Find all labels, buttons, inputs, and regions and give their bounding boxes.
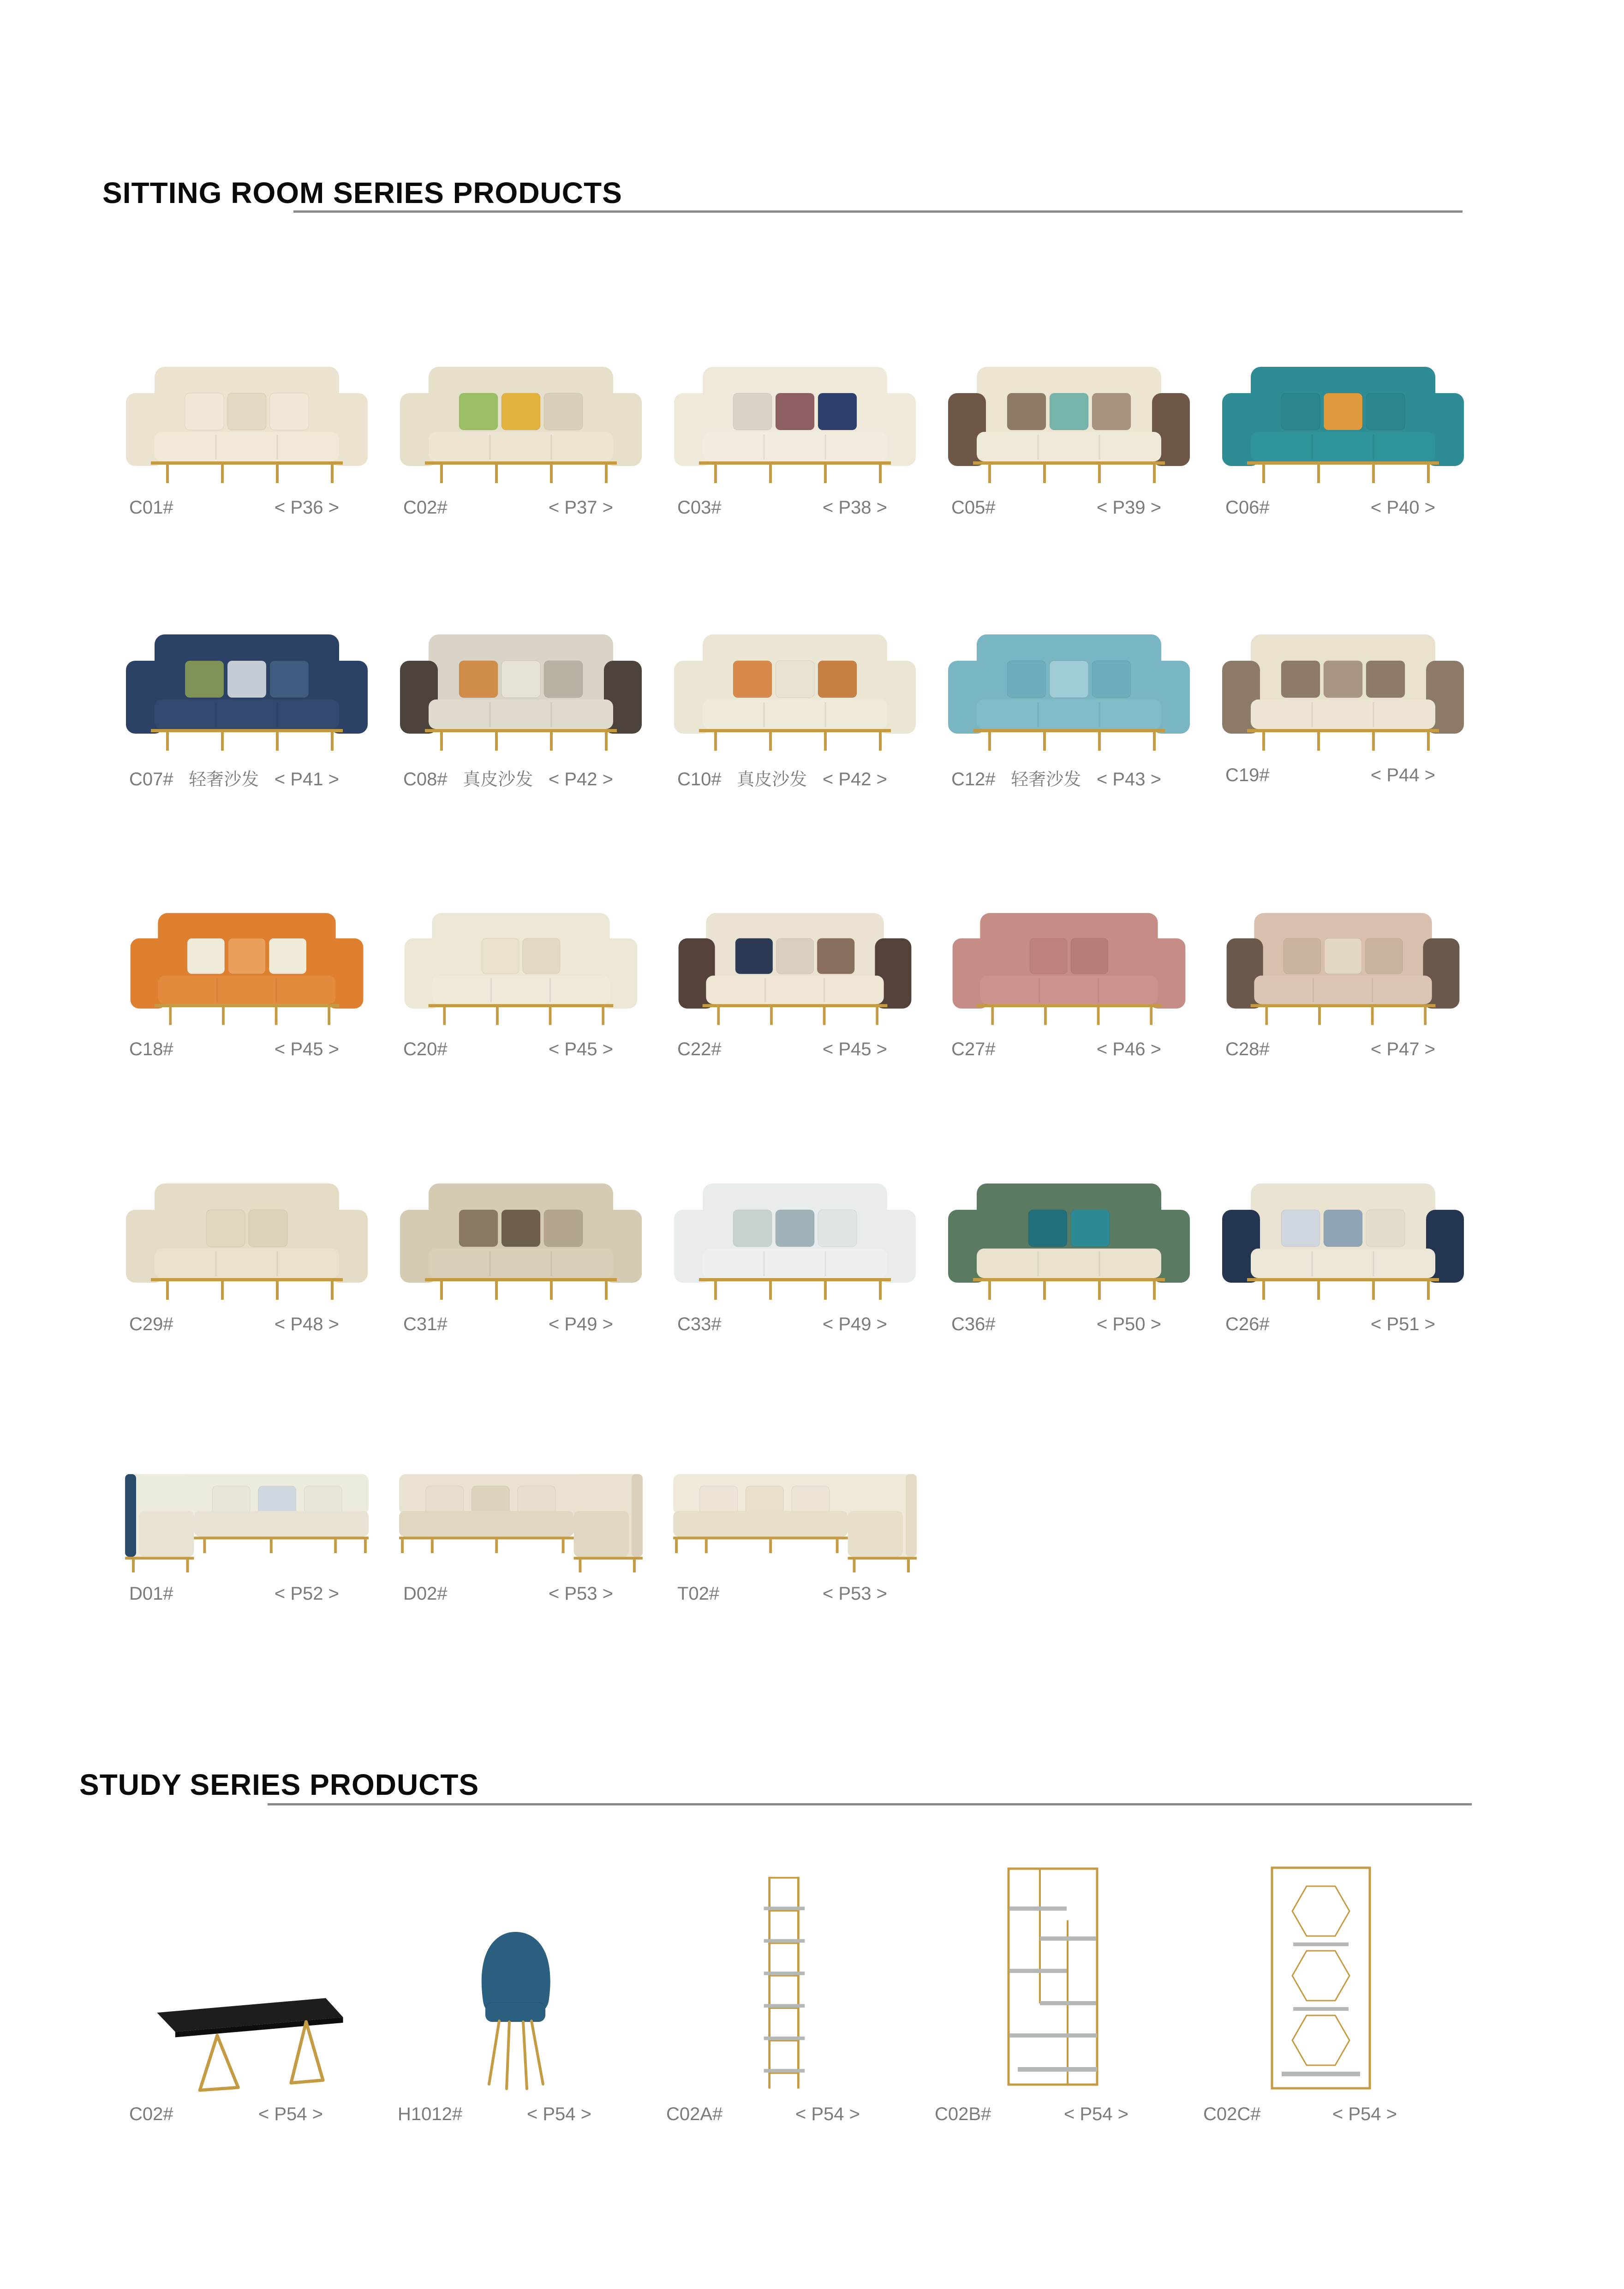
product-card — [1214, 897, 1472, 1071]
product-label — [398, 2104, 591, 2125]
page-ref: < P40 > — [1370, 497, 1435, 518]
sofa-illustration — [122, 348, 371, 489]
sofa-illustration — [396, 616, 645, 757]
page-ref: < P42 > — [548, 769, 613, 789]
product-code: D02# — [403, 1584, 448, 1604]
product-code: C29# — [129, 1314, 173, 1334]
sofa-illustration — [396, 1160, 645, 1306]
product-card — [940, 348, 1198, 530]
sofa-illustration — [944, 1160, 1194, 1306]
chair-illustration — [467, 1922, 564, 2096]
product-code: C02# — [129, 2104, 173, 2124]
product-image — [1214, 897, 1472, 1031]
product-image — [666, 897, 924, 1031]
product-code: C03# — [677, 497, 722, 518]
product-code: C02C# — [1203, 2104, 1261, 2124]
product-image — [940, 616, 1198, 757]
sofa-illustration — [670, 616, 919, 757]
product-image — [392, 616, 650, 757]
sofa-illustration — [944, 616, 1194, 757]
product-name-cn: 真皮沙发 — [737, 770, 807, 789]
product-label — [951, 1314, 1161, 1335]
product-image — [386, 1922, 645, 2096]
product-label — [677, 1039, 887, 1060]
sofa-illustration — [1218, 616, 1468, 757]
product-image — [940, 348, 1198, 489]
product-label — [129, 1039, 339, 1060]
bookshelf-illustration — [749, 1873, 818, 2096]
page-ref: < P46 > — [1096, 1039, 1161, 1059]
product-code: C19# — [1225, 765, 1270, 785]
product-code: C18# — [129, 1039, 173, 1059]
page-ref: < P54 > — [258, 2104, 323, 2124]
product-image — [666, 616, 924, 757]
product-label — [403, 1314, 613, 1335]
product-label — [403, 1039, 613, 1060]
page-ref: < P54 > — [1332, 2104, 1397, 2124]
product-card — [940, 897, 1198, 1071]
product-code: C01# — [129, 497, 173, 518]
product-card — [118, 348, 376, 530]
product-image — [655, 1873, 913, 2096]
sofa-illustration — [122, 1160, 371, 1306]
table-illustration — [148, 1977, 346, 2096]
product-label — [129, 1584, 339, 1604]
product-image — [666, 1160, 924, 1306]
page-ref: < P52 > — [274, 1584, 339, 1604]
sofa-illustration — [670, 897, 919, 1031]
divider-line — [268, 1803, 1472, 1805]
product-card — [392, 1465, 650, 1616]
product-label — [129, 765, 339, 790]
page-ref: < P48 > — [274, 1314, 339, 1334]
product-label — [129, 2104, 323, 2125]
product-label — [1225, 1039, 1435, 1060]
product-card — [118, 1160, 376, 1346]
page-ref: < P49 > — [822, 1314, 887, 1334]
product-code: C05# — [951, 497, 996, 518]
product-code: D01# — [129, 1584, 173, 1604]
sectional-sofa-illustration — [118, 1465, 376, 1575]
page-ref: < P50 > — [1096, 1314, 1161, 1334]
product-image — [118, 1977, 376, 2096]
product-code: C31# — [403, 1314, 448, 1334]
product-code: C12# — [951, 769, 996, 789]
product-code: C06# — [1225, 497, 1270, 518]
product-card — [666, 897, 924, 1071]
product-card — [1214, 1160, 1472, 1346]
sofa-illustration — [122, 897, 371, 1031]
page-ref: < P41 > — [274, 769, 339, 789]
page-ref: < P39 > — [1096, 497, 1161, 518]
page-ref: < P49 > — [548, 1314, 613, 1334]
product-card — [386, 1922, 645, 2136]
product-name-cn: 轻奢沙发 — [189, 770, 259, 789]
product-label — [403, 497, 613, 518]
sofa-illustration — [670, 1160, 919, 1306]
product-card — [666, 1160, 924, 1346]
page-ref: < P42 > — [822, 769, 887, 789]
product-label — [677, 1584, 887, 1604]
product-image — [392, 348, 650, 489]
sectional-sofa-illustration — [666, 1465, 924, 1575]
product-label — [951, 765, 1161, 790]
product-name-cn: 真皮沙发 — [463, 770, 533, 789]
product-code: C28# — [1225, 1039, 1270, 1059]
product-label — [129, 497, 339, 518]
product-card — [1214, 348, 1472, 530]
product-label — [666, 2104, 860, 2125]
product-code: C07# — [129, 769, 173, 789]
sofa-illustration — [1218, 348, 1468, 489]
product-image — [392, 1465, 650, 1575]
product-code: C22# — [677, 1039, 722, 1059]
product-image — [1214, 348, 1472, 489]
product-label — [1225, 1314, 1435, 1335]
product-label — [1203, 2104, 1397, 2125]
product-label — [1225, 497, 1435, 518]
product-label — [1225, 765, 1435, 786]
product-code: C26# — [1225, 1314, 1270, 1334]
product-card — [118, 897, 376, 1071]
product-image — [118, 616, 376, 757]
product-card — [940, 616, 1198, 797]
product-image — [392, 1160, 650, 1306]
product-name-cn: 轻奢沙发 — [1011, 770, 1081, 789]
sofa-illustration — [670, 348, 919, 489]
product-code: C36# — [951, 1314, 996, 1334]
sofa-illustration — [944, 348, 1194, 489]
product-code: C27# — [951, 1039, 996, 1059]
sectional-sofa-illustration — [392, 1465, 650, 1575]
product-card — [392, 616, 650, 797]
product-card — [1192, 1864, 1450, 2136]
sofa-illustration — [122, 616, 371, 757]
product-code: H1012# — [398, 2104, 463, 2124]
product-image — [118, 1465, 376, 1575]
product-card — [392, 897, 650, 1071]
page-ref: < P54 > — [526, 2104, 591, 2124]
sofa-illustration — [1218, 1160, 1468, 1306]
product-card — [655, 1873, 913, 2136]
page-ref: < P53 > — [548, 1584, 613, 1604]
product-label — [935, 2104, 1128, 2125]
page-ref: < P45 > — [548, 1039, 613, 1059]
product-label — [951, 497, 1161, 518]
product-code: C20# — [403, 1039, 448, 1059]
product-code: C10# — [677, 769, 722, 789]
product-image — [1192, 1864, 1450, 2096]
section-title-study: STUDY SERIES PRODUCTS — [79, 1768, 479, 1801]
product-card — [940, 1160, 1198, 1346]
product-card — [666, 616, 924, 797]
product-label — [403, 765, 613, 790]
page-ref: < P37 > — [548, 497, 613, 518]
product-image — [666, 1465, 924, 1575]
product-card — [118, 1977, 376, 2136]
product-card — [1214, 616, 1472, 797]
product-image — [1214, 616, 1472, 757]
sofa-illustration — [944, 897, 1194, 1031]
product-code: C02A# — [666, 2104, 723, 2124]
page-ref: < P44 > — [1370, 765, 1435, 785]
product-code: C02B# — [935, 2104, 991, 2124]
product-image — [940, 1160, 1198, 1306]
product-card — [118, 1465, 376, 1616]
product-code: T02# — [677, 1584, 720, 1604]
product-image — [1214, 1160, 1472, 1306]
product-card — [666, 348, 924, 530]
page-ref: < P43 > — [1096, 769, 1161, 789]
sofa-illustration — [1218, 897, 1468, 1031]
page-ref: < P54 > — [795, 2104, 860, 2124]
divider-line — [293, 210, 1463, 213]
product-label — [951, 1039, 1161, 1060]
section-title-sitting-room: SITTING ROOM SERIES PRODUCTS — [102, 176, 622, 209]
product-card — [666, 1465, 924, 1616]
product-code: C33# — [677, 1314, 722, 1334]
product-image — [923, 1864, 1182, 2096]
product-image — [666, 348, 924, 489]
sofa-illustration — [396, 897, 645, 1031]
page-ref: < P51 > — [1370, 1314, 1435, 1334]
product-code: C08# — [403, 769, 448, 789]
product-label — [403, 1584, 613, 1604]
product-card — [118, 616, 376, 797]
product-image — [118, 1160, 376, 1306]
page-ref: < P45 > — [822, 1039, 887, 1059]
product-image — [940, 897, 1198, 1031]
sofa-illustration — [396, 348, 645, 489]
page-ref: < P47 > — [1370, 1039, 1435, 1059]
product-code: C02# — [403, 497, 448, 518]
product-card — [392, 1160, 650, 1346]
product-image — [118, 897, 376, 1031]
product-card — [923, 1864, 1182, 2136]
product-card — [392, 348, 650, 530]
bookshelf-illustration — [999, 1864, 1105, 2096]
page-ref: < P54 > — [1063, 2104, 1128, 2124]
bookshelf-illustration — [1261, 1864, 1381, 2096]
page-ref: < P36 > — [274, 497, 339, 518]
product-label — [677, 1314, 887, 1335]
page-ref: < P38 > — [822, 497, 887, 518]
page-ref: < P53 > — [822, 1584, 887, 1604]
product-image — [118, 348, 376, 489]
product-image — [392, 897, 650, 1031]
product-label — [677, 765, 887, 790]
product-label — [677, 497, 887, 518]
product-label — [129, 1314, 339, 1335]
page-ref: < P45 > — [274, 1039, 339, 1059]
